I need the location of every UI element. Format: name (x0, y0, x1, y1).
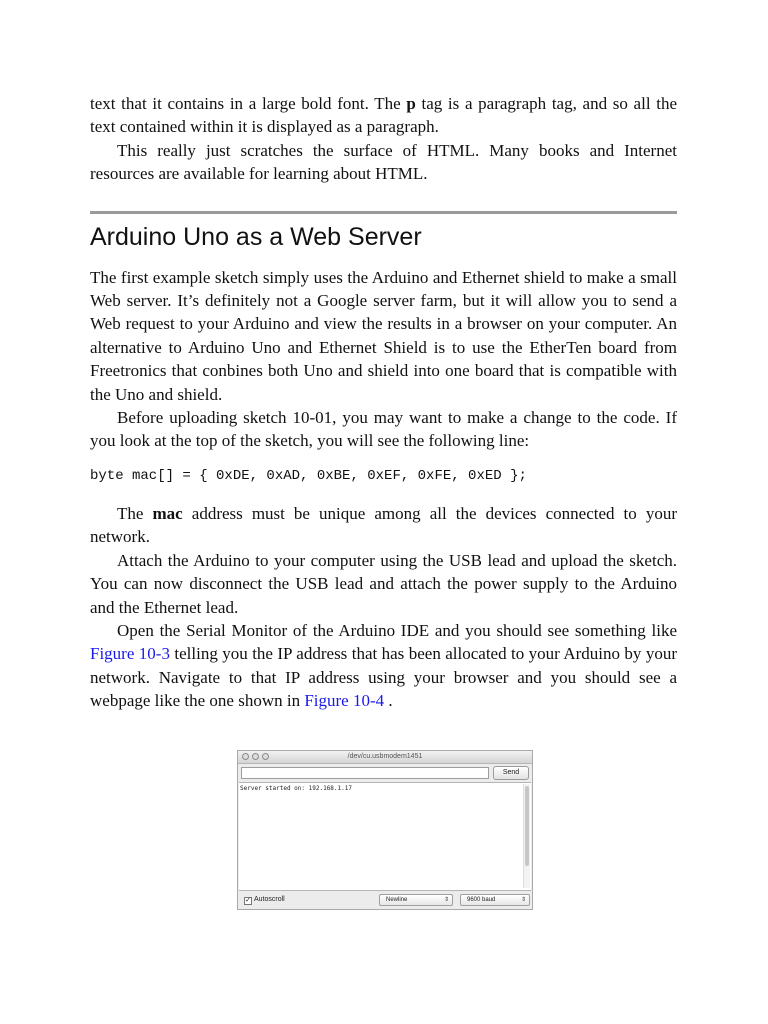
section-title: Arduino Uno as a Web Server (90, 222, 422, 251)
select-arrows-icon: ⇕ (520, 897, 526, 903)
paragraph-serial-monitor (90, 619, 677, 713)
serial-monitor-figure (237, 750, 533, 910)
paragraph-continued (90, 92, 677, 139)
line-ending-select[interactable] (379, 894, 453, 906)
paragraph-intro: The first example sketch simply uses the Arduino and Ethernet shield to make a small Web server. It’s definitely not a Google server farm, but it will allow you to send a Web request to your Arduino and view the results in a browser on your computer. An alternative to Arduino Uno and Ethernet Shield is to use the EtherTen board from Freetronics that conbines both Uno and shield into one board that is compatible with the Uno and shield. (90, 267, 677, 404)
window-titlebar (238, 751, 532, 764)
section-divider (90, 211, 677, 214)
paragraph-text: . (384, 691, 393, 711)
scrollbar-thumb[interactable] (525, 786, 529, 866)
page-content (90, 92, 677, 713)
serial-output-line: Server started on: 192.168.1.17 (240, 785, 352, 792)
paragraph-text: text that it contains in a large bold font. The (90, 94, 407, 113)
paragraph-attach: Attach the Arduino to your computer using the USB lead and upload the sketch. You can now disconnect the USB lead and attach the power supply to the Arduino and the Ethernet lead. (90, 550, 677, 617)
autoscroll-label: Autoscroll (254, 896, 285, 903)
paragraph-text: address must be unique among all the devices connected to your network. (90, 503, 678, 547)
paragraph-text: The (117, 503, 153, 523)
baud-rate-select[interactable] (460, 894, 530, 906)
select-arrows-icon: ⇕ (443, 897, 449, 903)
paragraph-mac (90, 502, 677, 549)
output-scrollbar[interactable] (523, 784, 530, 888)
send-button[interactable]: Send (493, 766, 529, 780)
autoscroll-checkbox[interactable]: ✓ (245, 897, 251, 904)
mac-term: mac (152, 503, 183, 523)
baud-rate-value: 9600 baud (467, 897, 496, 903)
code-mac-line: byte mac[] = { 0xDE, 0xAD, 0xBE, 0xEF, 0xFE, 0xED }; (90, 467, 527, 484)
paragraph-text: Open the Serial Monitor of the Arduino IDE and you should see something like (117, 620, 677, 640)
paragraph-text: tag is a paragraph tag, and so all the text contained within it is displayed as a paragraph. (90, 94, 677, 137)
figure-10-4-link[interactable]: Figure 10-4 (304, 691, 385, 711)
window-title: /dev/cu.usbmodem1451 (347, 753, 423, 760)
serial-send-input[interactable] (241, 767, 489, 779)
line-ending-value: Newline (386, 897, 408, 903)
paragraph-before-upload: Before uploading sketch 10-01, you may want to make a change to the code. If you look at the top of the sketch, you will see the following line: (90, 408, 677, 451)
paragraph-text: telling you the IP address that has been allocated to your Arduino by your network. Navigate to that IP address using your browser and you should see a webpage like the one shown in (90, 644, 678, 711)
p-tag-term: p (406, 94, 416, 113)
serial-output-area (239, 782, 531, 891)
figure-10-3-link[interactable]: Figure 10-3 (90, 644, 170, 664)
paragraph-html-resources: This really just scratches the surface of HTML. Many books and Internet resources are available for learning about HTML. (90, 140, 677, 184)
